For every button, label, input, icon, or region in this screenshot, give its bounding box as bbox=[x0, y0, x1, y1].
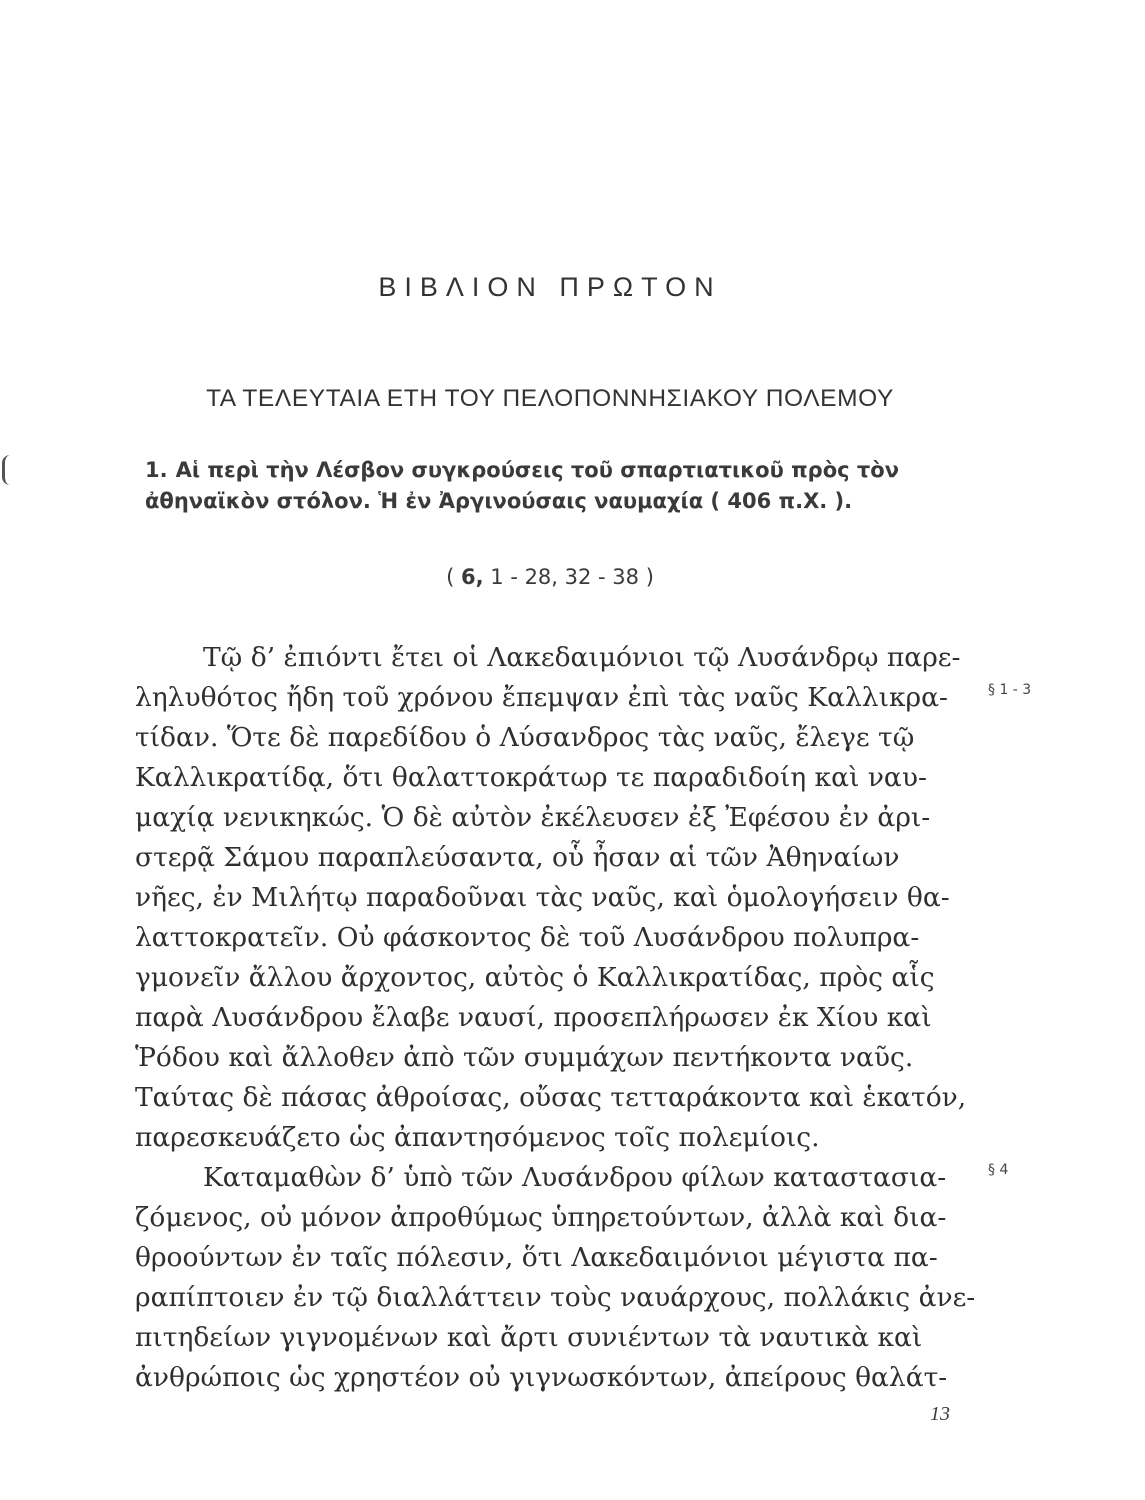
body-line: ζόμενος, οὐ μόνον ἀπροθύμως ὑπηρετούντων, ἀλλὰ καὶ δια- bbox=[135, 1202, 947, 1233]
part-title: ΤΑ ΤΕΛΕΥΤΑΙΑ ΕΤΗ ΤΟΥ ΠΕΛΟΠΟΝΝΗΣΙΑΚΟΥ ΠΟΛΕΜΟΥ bbox=[206, 385, 894, 412]
source-chapters: 1 - 28, 32 - 38 ) bbox=[490, 565, 654, 589]
page-number: 13 bbox=[930, 1403, 950, 1425]
body-line: ἀνθρώποις ὡς χρηστέον οὐ γιγνωσκόντων, ἀπείρους θαλάτ- bbox=[135, 1362, 948, 1393]
body-line: λαττοκρατεῖν. Οὐ φάσκοντος δὲ τοῦ Λυσάνδρου πολυπρα- bbox=[135, 922, 920, 953]
body-line: ληλυθότος ἤδη τοῦ χρόνου ἔπεμψαν ἐπὶ τὰς ναῦς Καλλικρα- bbox=[135, 682, 948, 713]
body-text bbox=[135, 638, 975, 1398]
body-line: Ταύτας δὲ πάσας ἀθροίσας, οὔσας τετταράκοντα καὶ ἑκατόν, bbox=[135, 1082, 967, 1113]
body-line: γμονεῖν ἄλλου ἄρχοντος, αὐτὸς ὁ Καλλικρατίδας, πρὸς αἷς bbox=[135, 962, 935, 993]
source-book-number: 6, bbox=[461, 565, 484, 589]
body-line: τίδαν. Ὅτε δὲ παρεδίδου ὁ Λύσανδρος τὰς ναῦς, ἔλεγε τῷ bbox=[135, 722, 915, 753]
margin-note-section-1-3: § 1 - 3 bbox=[988, 682, 1032, 698]
section-number: 1. bbox=[145, 458, 168, 482]
body-line: Τῷ δ’ ἐπιόντι ἔτει οἱ Λακεδαιμόνιοι τῷ Λυσάνδρῳ παρε- bbox=[203, 642, 961, 673]
body-line: παρὰ Λυσάνδρου ἔλαβε ναυσί, προσεπλήρωσεν ἐκ Χίου καὶ bbox=[135, 1002, 932, 1033]
section-title-line-2: ἀθηναϊκὸν στόλον. Ἡ ἐν Ἀργινούσαις ναυμαχία ( 406 π.Χ. ). bbox=[145, 489, 853, 513]
body-line: στερᾷ Σάμου παραπλεύσαντα, οὗ ἦσαν αἱ τῶν Ἀθηναίων bbox=[135, 842, 900, 873]
body-line: πιτηδείων γιγνομένων καὶ ἄρτι συνιέντων τὰ ναυτικὰ καὶ bbox=[135, 1322, 923, 1353]
source-open-paren: ( bbox=[446, 565, 455, 589]
body-line: μαχίᾳ νενικηκώς. Ὁ δὲ αὐτὸν ἐκέλευσεν ἐξ Ἐφέσου ἐν ἀρι- bbox=[135, 802, 931, 833]
body-line: ραπίπτοιεν ἐν τῷ διαλλάττειν τοὺς ναυάρχους, πολλάκις ἀνε- bbox=[135, 1282, 976, 1313]
body-line: νῆες, ἐν Μιλήτῳ παραδοῦναι τὰς ναῦς, καὶ ὁμολογήσειν θα- bbox=[135, 882, 950, 913]
body-line: θροούντων ἐν ταῖς πόλεσιν, ὅτι Λακεδαιμόνιοι μέγιστα πα- bbox=[135, 1242, 938, 1273]
margin-note-section-4: § 4 bbox=[988, 1162, 1009, 1178]
body-line: Ῥόδου καὶ ἄλλοθεν ἀπὸ τῶν συμμάχων πεντήκοντα ναῦς. bbox=[135, 1042, 914, 1073]
page-edge-mark bbox=[2, 455, 10, 485]
body-line: Καταμαθὼν δ’ ὑπὸ τῶν Λυσάνδρου φίλων καταστασια- bbox=[203, 1162, 947, 1193]
source-reference bbox=[135, 565, 965, 589]
body-line: Καλλικρατίδᾳ, ὅτι θαλαττοκράτωρ τε παραδιδοίη καὶ ναυ- bbox=[135, 762, 927, 793]
body-line: παρεσκευάζετο ὡς ἀπαντησόμενος τοῖς πολεμίοις. bbox=[135, 1122, 820, 1153]
book-title: ΒΙΒΛΙΟΝ ΠΡΩΤΟΝ bbox=[378, 272, 722, 302]
section-heading bbox=[145, 455, 975, 517]
section-title-line-1: Αἱ περὶ τὴν Λέσβον συγκρούσεις τοῦ σπαρτιατικοῦ πρὸς τὸν bbox=[175, 458, 900, 482]
